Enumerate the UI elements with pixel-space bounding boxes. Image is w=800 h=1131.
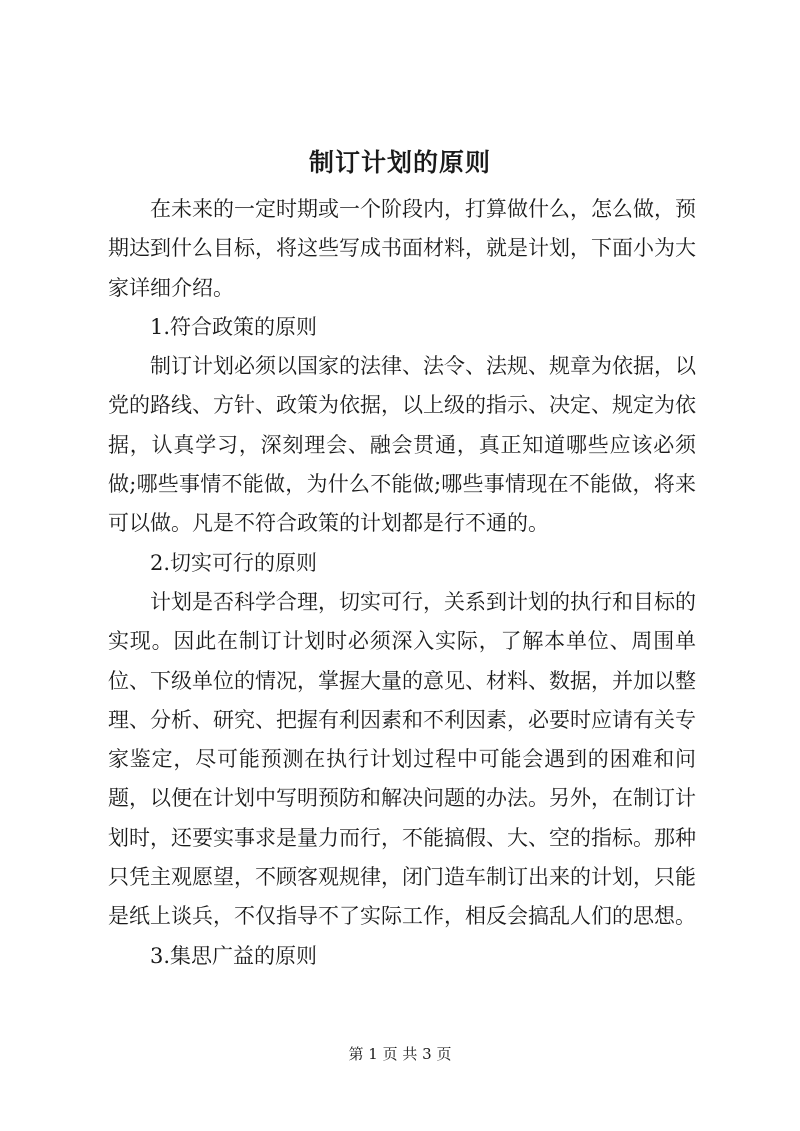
intro-paragraph: 在未来的一定时期或一个阶段内，打算做什么，怎么做，预期达到什么目标，将这些写成书面材料，就是计划，下面小为大家详细介绍。 (108, 197, 696, 300)
section-heading-3: 3.集思广益的原则 (150, 943, 318, 968)
section-heading-2: 2.切实可行的原则 (150, 550, 318, 575)
document-body (108, 190, 696, 976)
document-title: 制订计划的原则 (308, 148, 491, 177)
section-heading-1: 1.符合政策的原则 (150, 314, 318, 339)
section-paragraph-2: 计划是否科学合理，切实可行，关系到计划的执行和目标的实现。因此在制订计划时必须深入实际，了解本单位、周围单位、下级单位的情况，掌握大量的意见、材料、数据，并加以整理、分析、研究、把握有利因素和不利因素，必要时应请有关专家鉴定，尽可能预测在执行计划过程中可能会遇到的困难和问题，以便在计划中写明预防和解决问题的办法。另外，在制订计划时，还要实事求是量力而行，不能搞假、大、空的指标。那种只凭主观愿望，不顾客观规律，闭门造车制订出来的计划，只能是纸上谈兵，不仅指导不了实际工作，相反会搞乱人们的思想。 (108, 589, 696, 929)
section-paragraph-1: 制订计划必须以国家的法律、法令、法规、规章为依据，以党的路线、方针、政策为依据，以上级的指示、决定、规定为依据，认真学习，深刻理会、融会贯通，真正知道哪些应该必须做;哪些事情不能做，为什么不能做;哪些事情现在不能做，将来可以做。凡是不符合政策的计划都是行不通的。 (108, 354, 696, 536)
page-number-footer: 第 1 页 共 3 页 (348, 1045, 452, 1063)
